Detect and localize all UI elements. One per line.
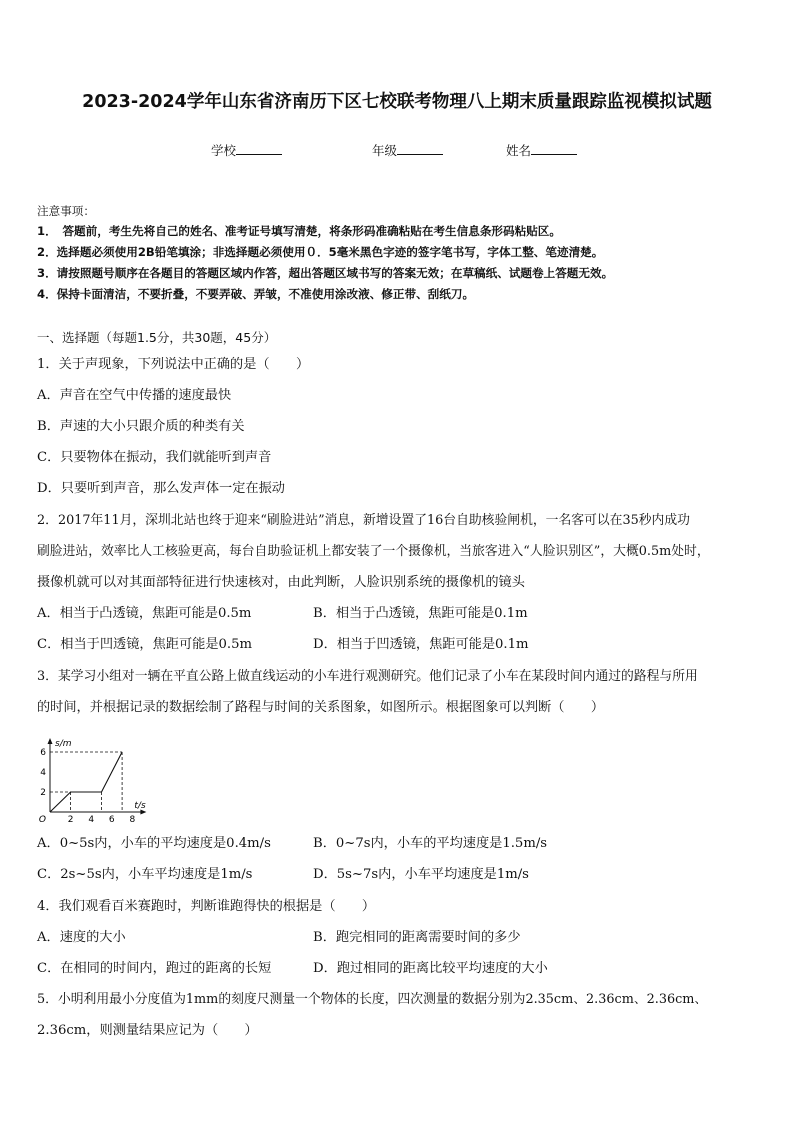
note-item: 4．保持卡面清洁，不要折叠，不要弄破、弄皱，不准使用涂改液、修正带、刮纸刀。 bbox=[37, 287, 475, 301]
q3-option-b[interactable]: B．0~7s内，小车的平均速度是1.5m/s bbox=[313, 836, 548, 851]
grade-blank[interactable] bbox=[397, 142, 443, 155]
q2-option-a[interactable]: A．相当于凸透镜，焦距可能是0.5m bbox=[37, 606, 252, 621]
q4-option-b[interactable]: B．跑完相同的距离需要时间的多少 bbox=[313, 930, 521, 945]
school-blank[interactable] bbox=[236, 142, 282, 155]
note-item: 3．请按照题号顺序在各题目的答题区域内作答，超出答题区域书写的答案无效；在草稿纸、试题卷上答题无效。 bbox=[37, 266, 614, 280]
y-tick-label: 6 bbox=[40, 748, 46, 758]
name-blank[interactable] bbox=[531, 142, 577, 155]
y-axis-label: s/m bbox=[55, 739, 72, 749]
grade-field[interactable] bbox=[372, 141, 443, 159]
q3-stem-line: 3．某学习小组对一辆在平直公路上做直线运动的小车进行观测研究。他们记录了小车在某段时间内通过的路程与所用 bbox=[37, 669, 698, 684]
q2-stem-line: 刷脸进站，效率比人工核验更高，每台自助验证机上都安装了一个摄像机，当旅客进入“人脸识别区”，大概0.5m处时， bbox=[37, 544, 710, 559]
page-title: 2023-2024学年山东省济南历下区七校联考物理八上期末质量跟踪监视模拟试题 bbox=[82, 92, 712, 112]
x-tick-label: 8 bbox=[129, 815, 136, 825]
q2-stem-line: 2．2017年11月，深圳北站也终于迎来“刷脸进站”消息，新增设置了16台自助核验闸机，一名客可以在35秒内成功 bbox=[37, 513, 690, 528]
q3-option-a[interactable]: A．0~5s内，小车的平均速度是0.4m/s bbox=[37, 836, 271, 851]
q4-option-d[interactable]: D．跑过相同的距离比较平均速度的大小 bbox=[313, 961, 548, 976]
q2-option-d[interactable]: D．相当于凹透镜，焦距可能是0.1m bbox=[313, 637, 529, 652]
x-tick-label: 4 bbox=[88, 815, 95, 825]
q3-option-c[interactable]: C．2s~5s内，小车平均速度是1m/s bbox=[37, 867, 253, 882]
q1-option-a[interactable]: A．声音在空气中传播的速度最快 bbox=[37, 388, 232, 403]
name-label: 姓名 bbox=[506, 143, 532, 158]
school-field[interactable] bbox=[211, 141, 282, 159]
q3-stem-line: 的时间，并根据记录的数据绘制了路程与时间的关系图象，如图所示。根据图象可以判断（ ） bbox=[37, 700, 605, 715]
q2-option-b[interactable]: B．相当于凸透镜，焦距可能是0.1m bbox=[313, 606, 528, 621]
q4-stem: 4．我们观看百米赛跑时，判断谁跑得快的根据是（ ） bbox=[37, 899, 376, 914]
q3-option-d[interactable]: D．5s~7s内，小车平均速度是1m/s bbox=[313, 867, 529, 882]
x-tick-label: 6 bbox=[108, 815, 115, 825]
origin-label: O bbox=[38, 815, 46, 825]
y-tick-label: 4 bbox=[40, 768, 46, 778]
distance-time-graph bbox=[34, 726, 214, 826]
section-heading: 一、选择题（每题1.5分，共30题，45分） bbox=[37, 330, 277, 345]
graph-series bbox=[50, 752, 122, 812]
q1-stem: 1．关于声现象，下列说法中正确的是（ ） bbox=[37, 357, 310, 372]
notes-heading: 注意事项： bbox=[37, 204, 95, 218]
grade-label: 年级 bbox=[372, 143, 398, 158]
q1-option-d[interactable]: D．只要听到声音，那么发声体一定在振动 bbox=[37, 481, 285, 496]
q2-option-c[interactable]: C．相当于凹透镜，焦距可能是0.5m bbox=[37, 637, 253, 652]
q1-option-b[interactable]: B．声速的大小只跟介质的种类有关 bbox=[37, 419, 245, 434]
y-tick-label: 2 bbox=[40, 788, 46, 798]
x-tick-label: 2 bbox=[67, 815, 74, 825]
q4-option-c[interactable]: C．在相同的时间内，跑过的距离的长短 bbox=[37, 961, 272, 976]
school-label: 学校 bbox=[211, 143, 237, 158]
graph-guides bbox=[50, 752, 122, 812]
q4-option-a[interactable]: A．速度的大小 bbox=[37, 930, 126, 945]
q5-stem-line: 2.36cm，则测量结果应记为（ ） bbox=[37, 1023, 258, 1038]
y-axis-arrow bbox=[48, 738, 53, 744]
graph-axes bbox=[48, 738, 147, 815]
distance-line bbox=[50, 752, 122, 812]
note-item: 2．选择题必须使用2B铅笔填涂；非选择题必须使用０．5毫米黑色字迹的签字笔书写，字体工整、笔迹清楚。 bbox=[37, 245, 604, 259]
q5-stem-line: 5．小明利用最小分度值为1mm的刻度尺测量一个物体的长度，四次测量的数据分别为2.35cm、2.36cm、2.36cm、 bbox=[37, 992, 708, 1007]
q1-option-c[interactable]: C．只要物体在振动，我们就能听到声音 bbox=[37, 450, 272, 465]
note-item: 1． 答题前，考生先将自己的姓名、准考证号填写清楚，将条形码准确粘贴在考生信息条形码粘贴区。 bbox=[37, 224, 561, 238]
q2-stem-line: 摄像机就可以对其面部特征进行快速核对，由此判断，人脸识别系统的摄像机的镜头 bbox=[37, 575, 525, 590]
name-field[interactable] bbox=[506, 141, 577, 159]
x-axis-label: t/s bbox=[134, 801, 146, 811]
